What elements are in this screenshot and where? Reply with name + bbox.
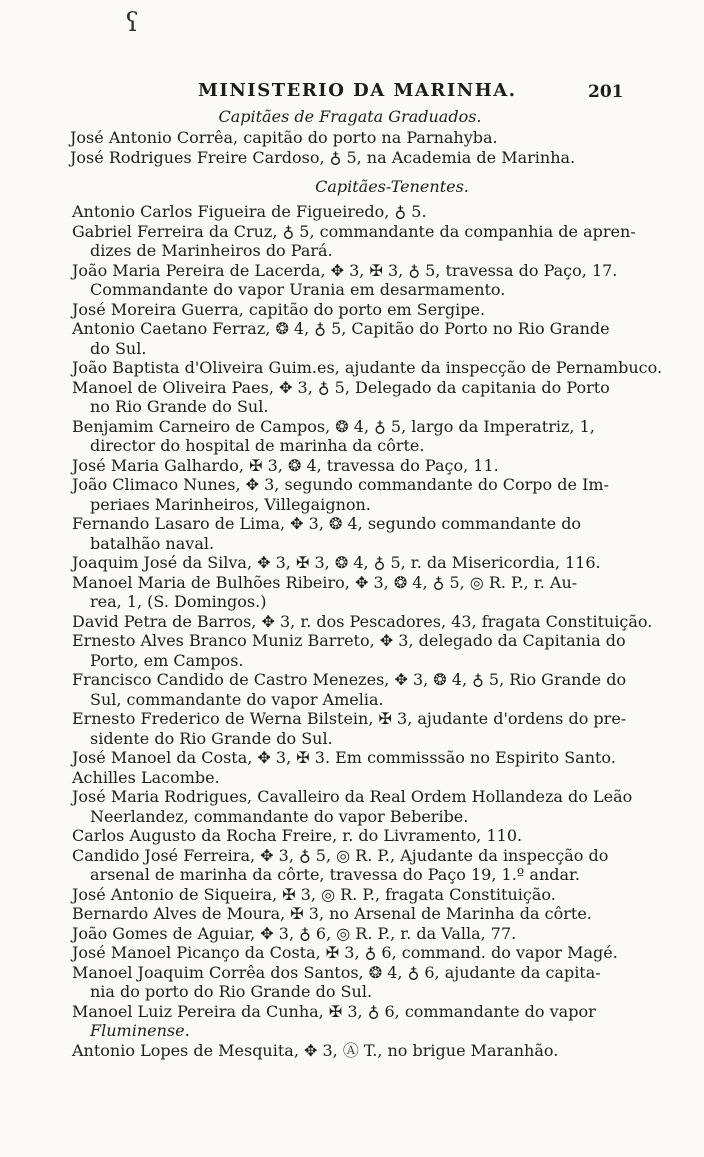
list-item: José Antonio Corrêa, capitão do porto na Parnahyba. <box>70 128 498 147</box>
list-item: João Baptista d'Oliveira Guim.es, ajudante da inspecção de Pernambuco. <box>72 358 663 377</box>
list-item: Benjamim Carneiro de Campos, ❂ 4, ♁ 5, largo da Imperatriz, 1, director do hospital de marinha da côrte. <box>72 416 595 455</box>
list-item: Manoel de Oliveira Paes, ✥ 3, ♁ 5, Delegado da capitania do Porto no Rio Grande do Sul. <box>72 377 610 416</box>
list-item: José Maria Rodrigues, Cavalleiro da Real Ordem Hollandeza do Leão Neerlandez, commandante do vapor Beberibe. <box>72 787 633 826</box>
list-item: Ernesto Alves Branco Muniz Barreto, ✥ 3, delegado da Capitania do Porto, em Campos. <box>72 631 626 670</box>
list-item: José Manoel da Costa, ✥ 3, ✠ 3. Em commisssão no Espirito Santo. <box>72 748 616 767</box>
list-item: João Gomes de Aguiar, ✥ 3, ♁ 6, ◎ R. P., r. da Valla, 77. <box>72 923 517 943</box>
list-item: Bernardo Alves de Moura, ✠ 3, no Arsenal de Marinha da côrte. <box>72 904 592 923</box>
ink-mark: ʕ <box>125 8 139 38</box>
list-item: José Moreira Guerra, capitão do porto em Sergipe. <box>72 299 486 319</box>
list-item: Carlos Augusto da Rocha Freire, r. do Livramento, 110. <box>72 826 523 845</box>
list-item: José Manoel Picanço da Costa, ✠ 3, ♁ 6, command. do vapor Magé. <box>72 943 618 962</box>
list-item: José Rodrigues Freire Cardoso, ♁ 5, na Academia de Marinha. <box>70 147 576 167</box>
running-title: MINISTERIO DA MARINHA. <box>198 80 517 101</box>
section-capitaes-tenentes <box>72 176 672 1060</box>
list-item: Antonio Lopes de Mesquita, ✥ 3, Ⓐ T., no brigue Maranhão. <box>72 1040 559 1060</box>
list-item: Antonio Carlos Figueira de Figueiredo, ♁ 5. <box>72 202 427 221</box>
list-item: João Maria Pereira de Lacerda, ✥ 3, ✠ 3, ♁ 5, travessa do Paço, 17. Commandante do vapor Urania em desarmamento. <box>72 260 618 299</box>
section-capitaes-fragata <box>70 106 670 167</box>
section-title: Capitães-Tenentes. <box>315 177 469 196</box>
list-item: Antonio Caetano Ferraz, ❂ 4, ♁ 5, Capitão do Porto no Rio Grande do Sul. <box>72 319 610 358</box>
section-title: Capitães de Fragata Graduados. <box>218 107 482 126</box>
list-item: João Climaco Nunes, ✥ 3, segundo commandante do Corpo de Im- periaes Marinheiros, Villegaignon. <box>72 475 609 514</box>
list-item: Francisco Candido de Castro Menezes, ✥ 3, ❂ 4, ♁ 5, Rio Grande do Sul, commandante do vapor Amelia. <box>72 670 627 709</box>
list-item: Candido José Ferreira, ✥ 3, ♁ 5, ◎ R. P., Ajudante da inspecção do arsenal de marinha da côrte, travessa do Paço 19, 1.º andar. <box>72 845 609 884</box>
page-number: 201 <box>588 82 624 102</box>
page-header <box>0 80 704 104</box>
list-item: David Petra de Barros, ✥ 3, r. dos Pescadores, 43, fragata Constituição. <box>72 611 653 631</box>
list-item: Manoel Luiz Pereira da Cunha, ✠ 3, ♁ 6, commandante do vapor Fluminense. <box>72 1001 596 1040</box>
list-item: Joaquim José da Silva, ✥ 3, ✠ 3, ❂ 4, ♁ 5, r. da Misericordia, 116. <box>72 553 601 572</box>
list-item: José Antonio de Siqueira, ✠ 3, ◎ R. P., fragata Constituição. <box>72 884 556 904</box>
list-item: Gabriel Ferreira da Cruz, ♁ 5, commandante da companhia de apren- dizes de Marinheiros do Pará. <box>72 221 636 260</box>
list-item: Achilles Lacombe. <box>72 767 220 787</box>
list-item: Ernesto Frederico de Werna Bilstein, ✠ 3, ajudante d'ordens do pre- sidente do Rio Grande do Sul. <box>72 709 627 748</box>
list-item: Fernando Lasaro de Lima, ✥ 3, ❂ 4, segundo commandante do batalhão naval. <box>72 514 582 553</box>
list-item: Manoel Maria de Bulhões Ribeiro, ✥ 3, ❂ 4, ♁ 5, ◎ R. P., r. Au- rea, 1, (S. Domingos.) <box>72 572 578 611</box>
list-item: Manoel Joaquim Corrêa dos Santos, ❂ 4, ♁ 6, ajudante da capita- nia do porto do Rio Grande do Sul. <box>72 962 601 1001</box>
list-item: José Maria Galhardo, ✠ 3, ❂ 4, travessa do Paço, 11. <box>72 455 499 475</box>
